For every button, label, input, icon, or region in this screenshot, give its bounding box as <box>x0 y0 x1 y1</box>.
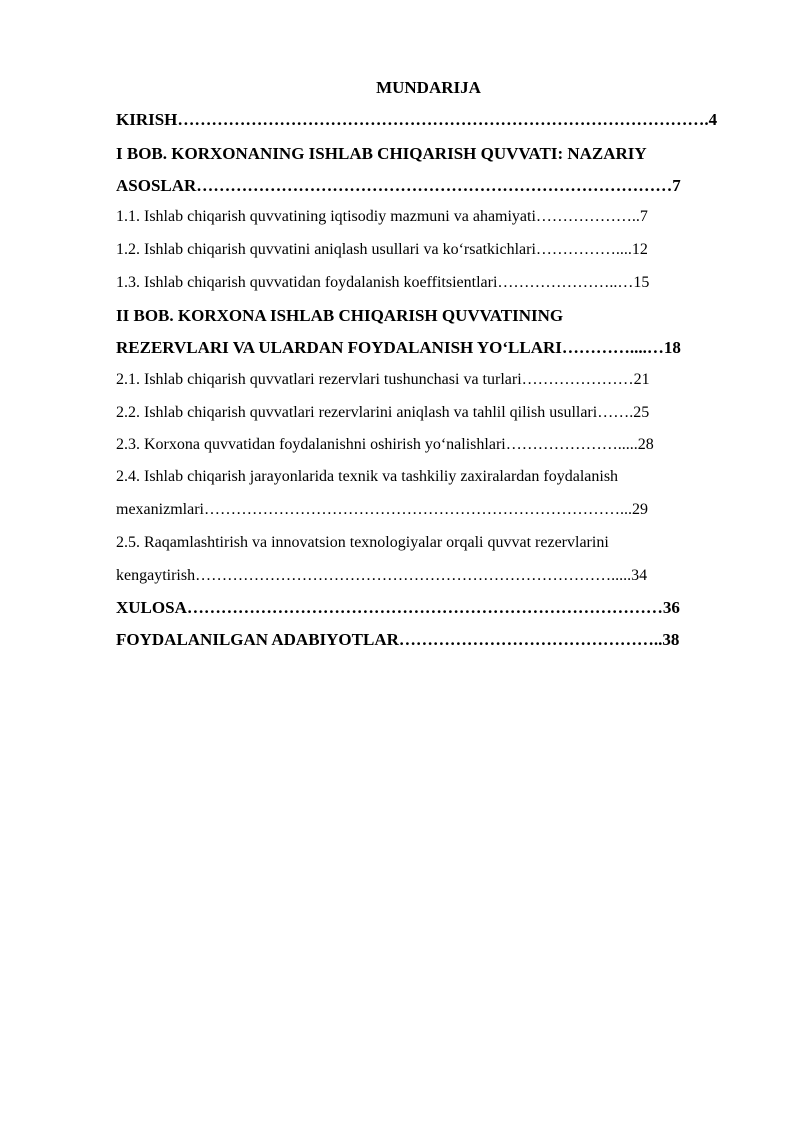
toc-title: MUNDARIJA <box>376 78 481 97</box>
toc-section-2-5-cont: kengaytirish…………………………………………………………………….....34 <box>116 567 648 584</box>
toc-section-2-2: 2.2. Ishlab chiqarish quvvatlari rezervlarini aniqlash va tahlil qilish usullari…….25 <box>116 404 650 421</box>
toc-section-1-2: 1.2. Ishlab chiqarish quvvatini aniqlash usullari va ko‘rsatkichlari……………....12 <box>116 241 648 258</box>
toc-entry-xulosa: XULOSA…………………………………………………………………………36 <box>116 598 680 617</box>
toc-chapter-1-title: I BOB. KORXONANING ISHLAB CHIQARISH QUVVATI: NAZARIY <box>116 144 647 163</box>
toc-section-2-5: 2.5. Raqamlashtirish va innovatsion texnologiyalar orqali quvvat rezervlarini <box>116 534 609 551</box>
toc-chapter-2-title: II BOB. KORXONA ISHLAB CHIQARISH QUVVATINING <box>116 306 564 325</box>
toc-section-2-1: 2.1. Ishlab chiqarish quvvatlari rezervlari tushunchasi va turlari…………………21 <box>116 371 650 388</box>
toc-section-2-4: 2.4. Ishlab chiqarish jarayonlarida texnik va tashkiliy zaxiralardan foydalanish <box>116 468 619 485</box>
toc-section-2-4-cont: mexanizmlari……………………………………………………………………...29 <box>116 501 648 518</box>
toc-chapter-1-title-cont: ASOSLAR…………………………………………………………………………7 <box>116 176 681 195</box>
toc-entry-adabiyotlar: FOYDALANILGAN ADABIYOTLAR………………………………………..38 <box>116 630 680 649</box>
toc-section-1-3: 1.3. Ishlab chiqarish quvvatidan foydalanish koeffitsientlari…………………..…15 <box>116 274 650 291</box>
toc-entry-kirish: KIRISH………………………………………………………………………………….4 <box>116 110 718 129</box>
toc-section-1-1: 1.1. Ishlab chiqarish quvvatining iqtisodiy mazmuni va ahamiyati………………..7 <box>116 208 648 225</box>
toc-chapter-2-title-cont: REZERVLARI VA ULARDAN FOYDALANISH YO‘LLARI…………....…18 <box>116 338 681 357</box>
toc-section-2-3: 2.3. Korxona quvvatidan foydalanishni oshirish yo‘nalishlari………………….....28 <box>116 436 654 453</box>
